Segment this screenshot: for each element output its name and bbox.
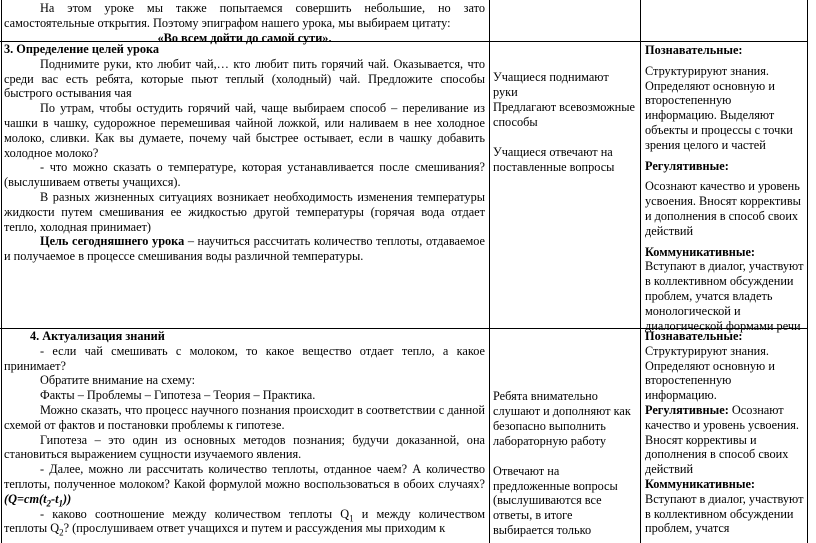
regulatory-skills-text: Осознают качество и уровень усвоения. Вносят коррективы и дополнения в способ своих действий <box>645 179 801 238</box>
cognitive-skills-text: Структурируют знания. Определяют основную и второстепенную информацию. Выделяют объекты и процессы с точки зрения целого и частей <box>645 63 793 152</box>
regulatory-skills-heading: Регулятивные: <box>645 158 729 173</box>
table-border-left <box>1 0 2 543</box>
cognitive-skills-heading: Познавательные: <box>645 43 743 57</box>
regulatory-skills-2 <box>645 403 805 477</box>
table-border-right <box>807 0 808 543</box>
cognitive-skills-text-2: Структурируют знания. Определяют основную и второстепенную информацию. <box>645 343 775 403</box>
column-divider-1 <box>489 0 490 543</box>
lesson-goal-text: – научиться рассчитать количество теплоты, отдаваемое и получаемое в процессе смешивания воды различной температуры. <box>4 234 485 264</box>
row3-student-activity-cell <box>493 389 635 538</box>
student-activity-4: Ребята внимательно слушают и дополняют как безопасно выполнить лабораторную работу <box>493 389 631 448</box>
goals-paragraph-3: - что можно сказать о температуре, которая устанавливается после смешивания? (выслушиваем ответы учащихся). <box>4 160 485 190</box>
actualization-paragraph-1: - если чай смешивать с молоком, то какое вещество отдает тепло, а какое принимает? <box>4 343 485 373</box>
row2-skills-cell <box>645 43 805 333</box>
section-heading-goals: 3. Определение целей урока <box>4 42 160 56</box>
goals-paragraph-5 <box>4 234 485 264</box>
row2-student-activity-cell <box>493 70 635 174</box>
actualization-paragraph-6 <box>4 462 485 509</box>
actualization-paragraph-4: Можно сказать, что процесс научного познания происходит в соответствии с данной схемой от фактов и постановки проблемы к гипотезе. <box>4 402 485 432</box>
row2-content-cell <box>4 42 485 264</box>
actualization-paragraph-2: Обратите внимание на схему: <box>40 373 195 388</box>
communicative-skills-text-2: Вступают в диалог, участвуют в коллективном обсуждении проблем, учатся <box>645 491 804 536</box>
student-activity-5: Отвечают на предложенные вопросы (выслушиваются все ответы, в итоге выбирается только <box>493 463 618 538</box>
column-divider-2 <box>640 0 641 543</box>
regulatory-skills-text-2: Осознают качество и уровень усвоения. Вносят коррективы и дополнения в способ своих действий <box>645 402 800 477</box>
heat-question-text: - Далее, можно ли рассчитать количество теплоты, отданное чаем? А количество теплоты, полученное молоком? Какой формулой можно воспользоваться в обоих случаях? <box>4 462 485 491</box>
lesson-goal-label: Цель сегодняшнего урока <box>40 234 185 249</box>
goals-paragraph-2: По утрам, чтобы остудить горячий чай, чаще выбираем способ – переливание из чашки в чашку, судорожное перемешивая чайной ложкой, или наливаем в нее холодное молоко, сливки. Как вы думаете, почему чай быстрее остывает, если в чашку добавить холодное молоко? <box>4 101 485 160</box>
intro-text: На этом уроке мы также попытаемся совершить небольшие, но зато самостоятельные открытия. Поэтому эпиграфом нашего урока, мы выбираем цитату: <box>4 1 485 30</box>
heat-formula: $(Q=cm(t_2-t_1))$ <box>4 491 72 509</box>
row3-skills-cell <box>645 329 805 536</box>
communicative-skills-heading: Коммуникативные: <box>645 244 756 259</box>
cognitive-skills-heading-2: Познавательные: <box>645 329 743 343</box>
knowledge-scheme: Факты – Проблемы – Гипотеза – Теория – Практика. <box>40 388 316 403</box>
student-activity-2: Предлагают всевозможные способы <box>493 99 635 129</box>
regulatory-skills-heading-2: Регулятивные: <box>645 402 729 417</box>
row1-content-cell <box>4 1 485 45</box>
communicative-skills-text: Вступают в диалог, участвуют в коллективном обсуждении проблем, учатся владеть монологической и диалогической формами речи <box>645 259 804 333</box>
actualization-paragraph-7: - каково соотношение между количеством теплоты $Q_1$ и между количеством теплоты $Q_2$? (прослушиваем ответ учащихся и путем и рассуждения мы приходим к <box>4 506 485 538</box>
student-activity-3: Учащиеся отвечают на поставленные вопросы <box>493 144 615 174</box>
epigraph-quote: «Во всем дойти до самой сути». <box>157 30 332 45</box>
communicative-skills-heading-2: Коммуникативные: <box>645 476 756 491</box>
goals-paragraph-4: В разных жизненных ситуациях возникает необходимость изменения температуры жидкости путем смешивания ее жидкостью другой температуры (горячая вода отдает тепло, холодная принимает) <box>4 189 485 234</box>
student-activity-1: Учащиеся поднимают руки <box>493 70 609 99</box>
actualization-paragraph-5: Гипотеза – это один из основных методов познания; будучи доказанной, она становиться выражением сущности изучаемого явления. <box>4 432 485 462</box>
goals-paragraph-1: Поднимите руки, кто любит чай,… кто любит пить горячий чай. Оказывается, что среди вас есть ребята, которые пьют теплый (холодный) чай. Предложите способы быстрого остывания чая <box>4 56 485 101</box>
section-heading-actualization: 4. Актуализация знаний <box>30 329 165 343</box>
row3-content-cell <box>4 329 485 543</box>
